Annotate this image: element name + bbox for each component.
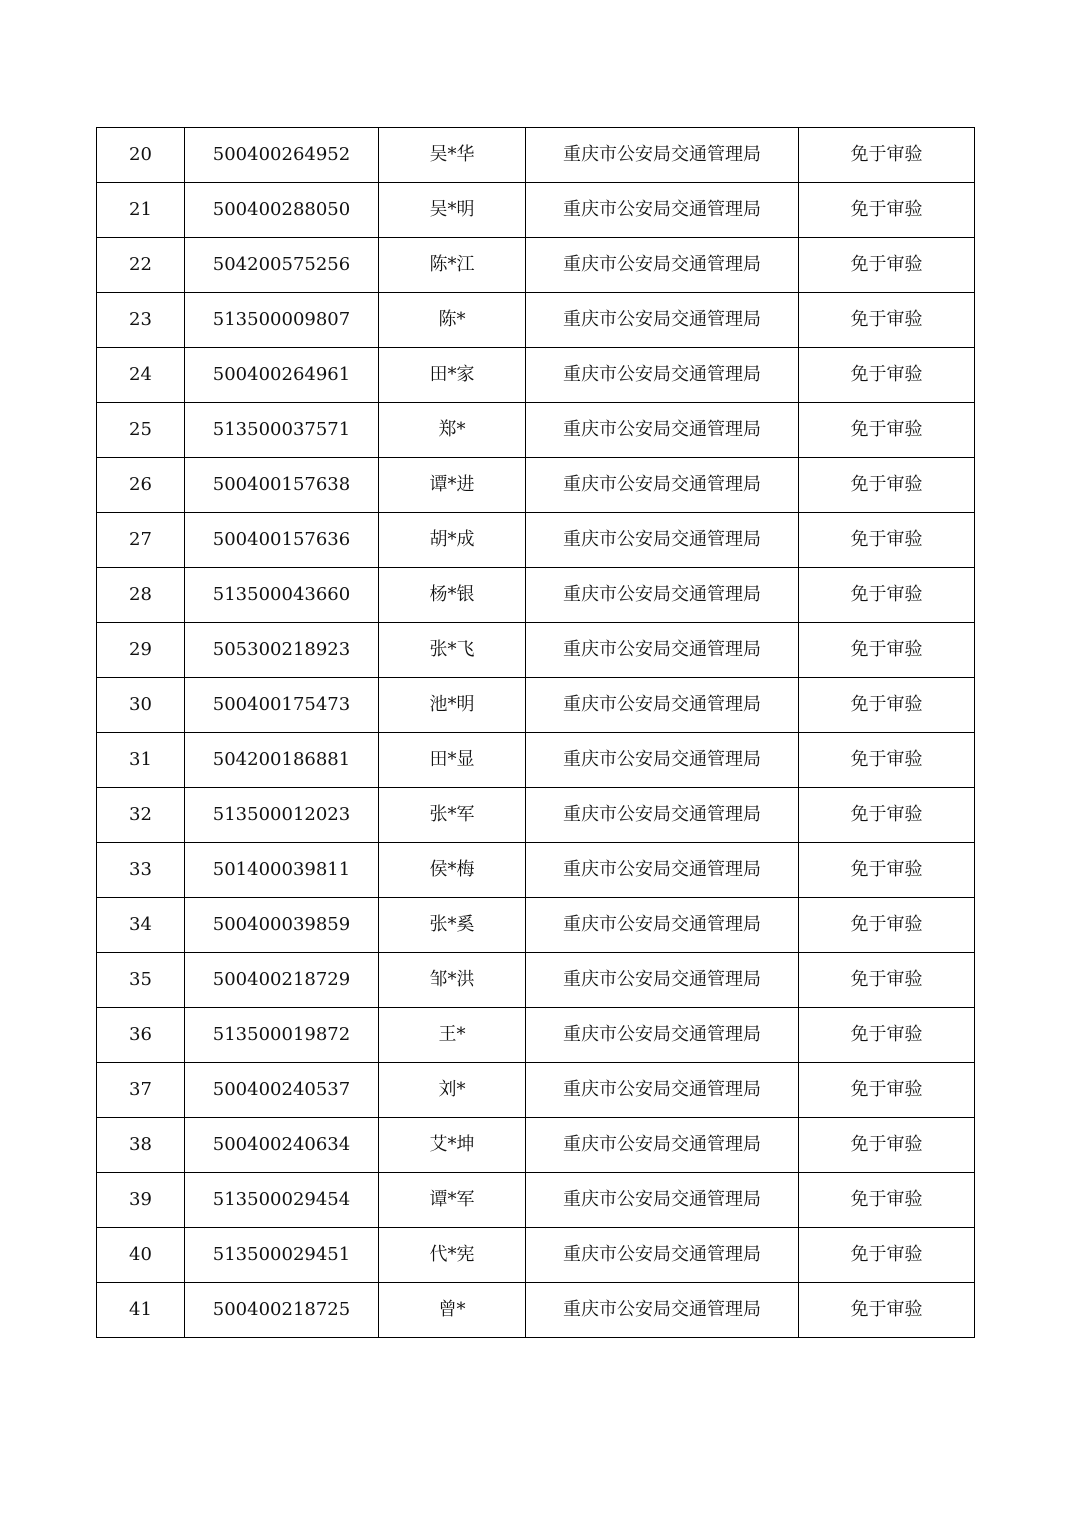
license-number-cell: 500400264952 xyxy=(185,128,379,183)
table-row xyxy=(97,678,975,733)
table-row xyxy=(97,183,975,238)
table-row xyxy=(97,623,975,678)
table-row xyxy=(97,1008,975,1063)
person-name-cell: 田*家 xyxy=(379,348,526,403)
result-cell: 免于审验 xyxy=(799,458,975,513)
license-number-cell: 500400157638 xyxy=(185,458,379,513)
row-number-cell: 22 xyxy=(97,238,185,293)
person-name-cell: 邹*洪 xyxy=(379,953,526,1008)
person-name-cell: 池*明 xyxy=(379,678,526,733)
license-number-cell: 504200575256 xyxy=(185,238,379,293)
license-number-cell: 513500043660 xyxy=(185,568,379,623)
authority-cell: 重庆市公安局交通管理局 xyxy=(526,898,799,953)
row-number-cell: 24 xyxy=(97,348,185,403)
table-row xyxy=(97,1228,975,1283)
result-cell: 免于审验 xyxy=(799,1063,975,1118)
authority-cell: 重庆市公安局交通管理局 xyxy=(526,1228,799,1283)
authority-cell: 重庆市公安局交通管理局 xyxy=(526,1063,799,1118)
row-number-cell: 20 xyxy=(97,128,185,183)
result-cell: 免于审验 xyxy=(799,183,975,238)
person-name-cell: 胡*成 xyxy=(379,513,526,568)
result-cell: 免于审验 xyxy=(799,898,975,953)
person-name-cell: 张*军 xyxy=(379,788,526,843)
person-name-cell: 吴*明 xyxy=(379,183,526,238)
authority-cell: 重庆市公安局交通管理局 xyxy=(526,458,799,513)
row-number-cell: 34 xyxy=(97,898,185,953)
result-cell: 免于审验 xyxy=(799,623,975,678)
person-name-cell: 曾* xyxy=(379,1283,526,1338)
row-number-cell: 40 xyxy=(97,1228,185,1283)
row-number-cell: 38 xyxy=(97,1118,185,1173)
license-number-cell: 513500012023 xyxy=(185,788,379,843)
table-row xyxy=(97,238,975,293)
authority-cell: 重庆市公安局交通管理局 xyxy=(526,1118,799,1173)
row-number-cell: 29 xyxy=(97,623,185,678)
table-row xyxy=(97,843,975,898)
row-number-cell: 35 xyxy=(97,953,185,1008)
result-cell: 免于审验 xyxy=(799,788,975,843)
authority-cell: 重庆市公安局交通管理局 xyxy=(526,623,799,678)
table-row xyxy=(97,568,975,623)
license-number-cell: 500400218725 xyxy=(185,1283,379,1338)
authority-cell: 重庆市公安局交通管理局 xyxy=(526,788,799,843)
license-number-cell: 513500029451 xyxy=(185,1228,379,1283)
table-body xyxy=(97,128,975,1338)
row-number-cell: 41 xyxy=(97,1283,185,1338)
authority-cell: 重庆市公安局交通管理局 xyxy=(526,513,799,568)
row-number-cell: 26 xyxy=(97,458,185,513)
result-cell: 免于审验 xyxy=(799,348,975,403)
row-number-cell: 36 xyxy=(97,1008,185,1063)
person-name-cell: 陈* xyxy=(379,293,526,348)
authority-cell: 重庆市公安局交通管理局 xyxy=(526,238,799,293)
person-name-cell: 侯*梅 xyxy=(379,843,526,898)
authority-cell: 重庆市公安局交通管理局 xyxy=(526,1283,799,1338)
license-number-cell: 500400264961 xyxy=(185,348,379,403)
table-row xyxy=(97,1063,975,1118)
authority-cell: 重庆市公安局交通管理局 xyxy=(526,348,799,403)
result-cell: 免于审验 xyxy=(799,238,975,293)
person-name-cell: 王* xyxy=(379,1008,526,1063)
result-cell: 免于审验 xyxy=(799,843,975,898)
result-cell: 免于审验 xyxy=(799,1008,975,1063)
license-number-cell: 500400240634 xyxy=(185,1118,379,1173)
result-cell: 免于审验 xyxy=(799,1228,975,1283)
person-name-cell: 张*奚 xyxy=(379,898,526,953)
license-number-cell: 500400218729 xyxy=(185,953,379,1008)
row-number-cell: 21 xyxy=(97,183,185,238)
authority-cell: 重庆市公安局交通管理局 xyxy=(526,568,799,623)
authority-cell: 重庆市公安局交通管理局 xyxy=(526,293,799,348)
row-number-cell: 39 xyxy=(97,1173,185,1228)
table-row xyxy=(97,733,975,788)
authority-cell: 重庆市公安局交通管理局 xyxy=(526,843,799,898)
row-number-cell: 31 xyxy=(97,733,185,788)
result-cell: 免于审验 xyxy=(799,128,975,183)
person-name-cell: 刘* xyxy=(379,1063,526,1118)
person-name-cell: 张*飞 xyxy=(379,623,526,678)
result-cell: 免于审验 xyxy=(799,1173,975,1228)
result-cell: 免于审验 xyxy=(799,1283,975,1338)
row-number-cell: 27 xyxy=(97,513,185,568)
person-name-cell: 田*显 xyxy=(379,733,526,788)
authority-cell: 重庆市公安局交通管理局 xyxy=(526,1008,799,1063)
license-number-cell: 513500037571 xyxy=(185,403,379,458)
table-row xyxy=(97,458,975,513)
license-number-cell: 513500019872 xyxy=(185,1008,379,1063)
table-row xyxy=(97,788,975,843)
row-number-cell: 33 xyxy=(97,843,185,898)
person-name-cell: 吴*华 xyxy=(379,128,526,183)
row-number-cell: 30 xyxy=(97,678,185,733)
authority-cell: 重庆市公安局交通管理局 xyxy=(526,1173,799,1228)
table-row xyxy=(97,348,975,403)
authority-cell: 重庆市公安局交通管理局 xyxy=(526,403,799,458)
table-row xyxy=(97,128,975,183)
authority-cell: 重庆市公安局交通管理局 xyxy=(526,953,799,1008)
authority-cell: 重庆市公安局交通管理局 xyxy=(526,128,799,183)
authority-cell: 重庆市公安局交通管理局 xyxy=(526,183,799,238)
authority-cell: 重庆市公安局交通管理局 xyxy=(526,733,799,788)
table-row xyxy=(97,513,975,568)
row-number-cell: 37 xyxy=(97,1063,185,1118)
person-name-cell: 杨*银 xyxy=(379,568,526,623)
person-name-cell: 代*宪 xyxy=(379,1228,526,1283)
person-name-cell: 郑* xyxy=(379,403,526,458)
table-row xyxy=(97,293,975,348)
table-row xyxy=(97,898,975,953)
row-number-cell: 25 xyxy=(97,403,185,458)
person-name-cell: 陈*江 xyxy=(379,238,526,293)
license-number-cell: 500400288050 xyxy=(185,183,379,238)
result-cell: 免于审验 xyxy=(799,678,975,733)
person-name-cell: 谭*军 xyxy=(379,1173,526,1228)
person-name-cell: 谭*进 xyxy=(379,458,526,513)
result-cell: 免于审验 xyxy=(799,733,975,788)
license-number-cell: 500400157636 xyxy=(185,513,379,568)
license-number-cell: 513500029454 xyxy=(185,1173,379,1228)
result-cell: 免于审验 xyxy=(799,953,975,1008)
table-row xyxy=(97,1283,975,1338)
result-cell: 免于审验 xyxy=(799,1118,975,1173)
result-cell: 免于审验 xyxy=(799,513,975,568)
authority-cell: 重庆市公安局交通管理局 xyxy=(526,678,799,733)
table-row xyxy=(97,403,975,458)
result-cell: 免于审验 xyxy=(799,293,975,348)
person-name-cell: 艾*坤 xyxy=(379,1118,526,1173)
row-number-cell: 28 xyxy=(97,568,185,623)
license-number-cell: 504200186881 xyxy=(185,733,379,788)
license-number-cell: 500400175473 xyxy=(185,678,379,733)
record-table xyxy=(96,127,975,1338)
result-cell: 免于审验 xyxy=(799,568,975,623)
table-row xyxy=(97,1173,975,1228)
result-cell: 免于审验 xyxy=(799,403,975,458)
license-number-cell: 500400039859 xyxy=(185,898,379,953)
table-row xyxy=(97,953,975,1008)
table-row xyxy=(97,1118,975,1173)
license-number-cell: 513500009807 xyxy=(185,293,379,348)
license-number-cell: 505300218923 xyxy=(185,623,379,678)
license-number-cell: 500400240537 xyxy=(185,1063,379,1118)
row-number-cell: 32 xyxy=(97,788,185,843)
row-number-cell: 23 xyxy=(97,293,185,348)
license-number-cell: 501400039811 xyxy=(185,843,379,898)
